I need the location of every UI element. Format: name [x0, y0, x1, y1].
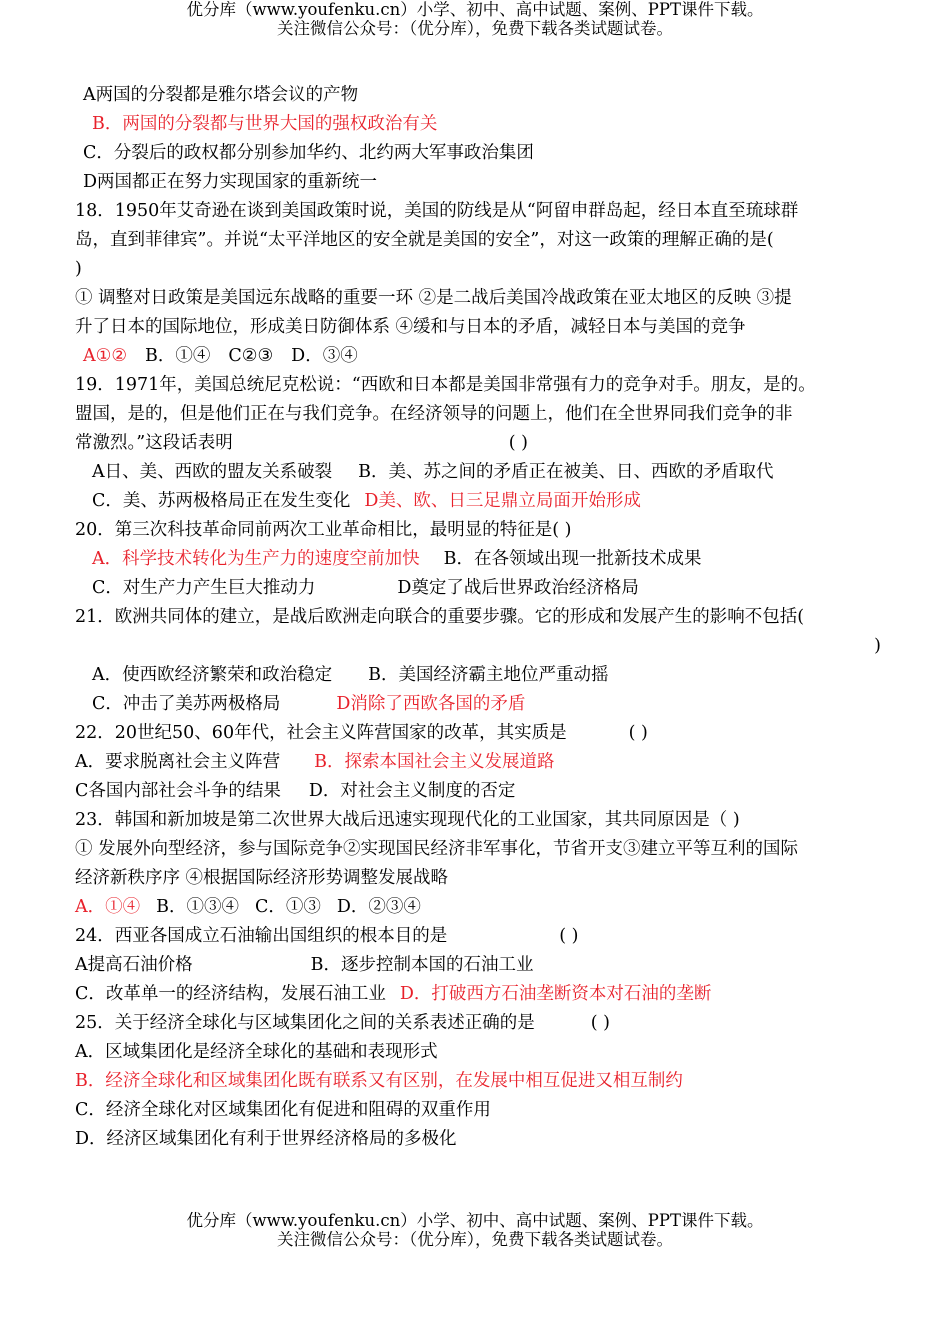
q23-option-a-answer: A．①④	[75, 897, 141, 917]
q25-option-d: D．经济区域集团化有利于世界经济格局的多极化	[75, 1129, 457, 1149]
q22-options-row-1	[75, 748, 887, 777]
q23-items-2: 经济新秩序序 ④根据国际经济形势调整发展战略	[75, 868, 449, 888]
q23-options	[75, 893, 887, 922]
q21-stem: 21．欧洲共同体的建立，是战后欧洲走向联合的重要步骤。它的形成和发展产生的影响不包括(	[75, 607, 805, 627]
q18-option-b: B．①④	[145, 346, 211, 366]
q25-option-a: A．区域集团化是经济全球化的基础和表现形式	[75, 1042, 438, 1062]
q17-option-a: A两国的分裂都是雅尔塔会议的产物	[83, 85, 359, 105]
q22-stem-row	[75, 719, 887, 748]
q19-option-a: A日、美、西欧的盟友关系破裂	[92, 462, 333, 482]
q21-options-row-1	[75, 661, 887, 690]
q19-stem-1: 19．1971年，美国总统尼克松说：“西欧和日本都是美国非常强有力的竞争对手。朋友，是的。	[75, 375, 816, 395]
q19-options-row-1	[75, 458, 887, 487]
q19-stem-3	[75, 429, 887, 458]
q21-option-a: A．使西欧经济繁荣和政治稳定	[92, 665, 333, 685]
q18-option-a-answer: A①②	[83, 346, 128, 366]
q18-items-2: 升了日本的国际地位，形成美日防御体系 ④缓和与日本的矛盾，减轻日本与美国的竞争	[75, 317, 746, 337]
q17-option-b-answer: B．两国的分裂都与世界大国的强权政治有关	[92, 114, 438, 134]
q19-option-d-answer: D美、欧、日三足鼎立局面开始形成	[364, 491, 641, 511]
q24-options-row-2	[75, 980, 887, 1009]
q20-option-b: B．在各领域出现一批新技术成果	[443, 549, 702, 569]
footer-line-1: 优分库（www.youfenku.cn）小学、初中、高中试题、案例、PPT课件下载。	[186, 1211, 764, 1230]
q25-answer-bracket: ( )	[590, 1013, 610, 1033]
q24-stem: 24．西亚各国成立石油输出国组织的根本目的是	[75, 926, 448, 946]
q24-option-a: A提高石油价格	[75, 955, 193, 975]
q19-stem-2: 盟国，是的，但是他们正在与我们竞争。在经济领导的问题上，他们在全世界同我们竞争的非	[75, 404, 793, 424]
q21-option-b: B．美国经济霸主地位严重动摇	[368, 665, 609, 685]
q19-option-c: C．美、苏两极格局正在发生变化	[92, 491, 351, 511]
q25-option-c: C．经济全球化对区域集团化有促进和阻碍的双重作用	[75, 1100, 491, 1120]
q18-option-d: D．③④	[291, 346, 358, 366]
q24-option-b: B．逐步控制本国的石油工业	[310, 955, 534, 975]
q18-options	[75, 342, 887, 371]
q23-items-1: ① 发展外向型经济，参与国际竞争②实现国民经济非军事化，节省开支③建立平等互利的国际	[75, 839, 799, 859]
page-header	[0, 0, 950, 38]
q20-option-c: C．对生产力产生巨大推动力	[92, 578, 316, 598]
q24-stem-row	[75, 922, 887, 951]
q22-stem: 22．20世纪50、60年代，社会主义阵营国家的改革，其实质是	[75, 723, 567, 743]
footer-line-2: 关注微信公众号：（优分库），免费下载各类试题试卷。	[277, 1230, 673, 1249]
q22-option-c: C各国内部社会斗争的结果	[75, 781, 281, 801]
q24-options-row-1	[75, 951, 887, 980]
q22-options-row-2	[75, 777, 887, 806]
q17-option-d: D两国都正在努力实现国家的重新统一	[83, 172, 378, 192]
q19-answer-bracket: ( )	[508, 433, 528, 453]
page-footer	[0, 1211, 950, 1249]
q23-option-c: C．①③	[255, 897, 321, 917]
q23-option-d: D．②③④	[336, 897, 421, 917]
q19-stem-text: 常激烈。”这段话表明	[75, 433, 233, 453]
q17-option-c: C．分裂后的政权都分别参加华约、北约两大军事政治集团	[83, 143, 534, 163]
q19-option-b: B．美、苏之间的矛盾正在被美、日、西欧的矛盾取代	[358, 462, 774, 482]
q23-option-b: B．①③④	[156, 897, 240, 917]
q20-stem: 20．第三次科技革命同前两次工业革命相比，最明显的特征是( )	[75, 520, 572, 540]
q18-stem-2: 岛，直到菲律宾”。并说“太平洋地区的安全就是美国的安全”，对这一政策的理解正确的是(	[75, 230, 774, 250]
q22-option-a: A．要求脱离社会主义阵营	[75, 752, 281, 772]
q22-answer-bracket: ( )	[628, 723, 648, 743]
q21-option-d-answer: D消除了西欧各国的矛盾	[336, 694, 526, 714]
q21-option-c: C．冲击了美苏两极格局	[92, 694, 281, 714]
q24-option-d-answer: D．打破西方石油垄断资本对石油的垄断	[399, 984, 712, 1004]
q20-options-row-1	[75, 545, 887, 574]
q24-answer-bracket: ( )	[559, 926, 579, 946]
q25-stem: 25．关于经济全球化与区域集团化之间的关系表述正确的是	[75, 1013, 535, 1033]
q20-option-d: D奠定了战后世界政治经济格局	[397, 578, 639, 598]
q23-stem: 23．韩国和新加坡是第二次世界大战后迅速实现现代化的工业国家，其共同原因是（ )	[75, 810, 740, 830]
q21-answer-bracket: )	[874, 636, 881, 656]
q21-options-row-2	[75, 690, 887, 719]
q22-option-d: D．对社会主义制度的否定	[308, 781, 516, 801]
q25-option-b-answer: B．经济全球化和区域集团化既有联系又有区别，在发展中相互促进又相互制约	[75, 1071, 683, 1091]
q25-stem-row	[75, 1009, 887, 1038]
q18-option-c: C②③	[228, 346, 274, 366]
header-line-2: 关注微信公众号：（优分库），免费下载各类试题试卷。	[277, 19, 673, 38]
q18-stem-3: )	[75, 259, 82, 279]
exam-content	[75, 81, 887, 1154]
q18-stem-1: 18．1950年艾奇逊在谈到美国政策时说，美国的防线是从“阿留申群岛起，经日本直至琉球群	[75, 201, 799, 221]
q19-options-row-2	[75, 487, 887, 516]
header-line-1: 优分库（www.youfenku.cn）小学、初中、高中试题、案例、PPT课件下载。	[186, 0, 764, 19]
q20-options-row-2	[75, 574, 887, 603]
q18-items-1: ① 调整对日政策是美国远东战略的重要一环 ②是二战后美国冷战政策在亚太地区的反映 ③提	[75, 288, 792, 308]
q24-option-c: C．改革单一的经济结构，发展石油工业	[75, 984, 386, 1004]
q20-option-a-answer: A．科学技术转化为生产力的速度空前加快	[92, 549, 420, 569]
q22-option-b-answer: B．探索本国社会主义发展道路	[314, 752, 555, 772]
